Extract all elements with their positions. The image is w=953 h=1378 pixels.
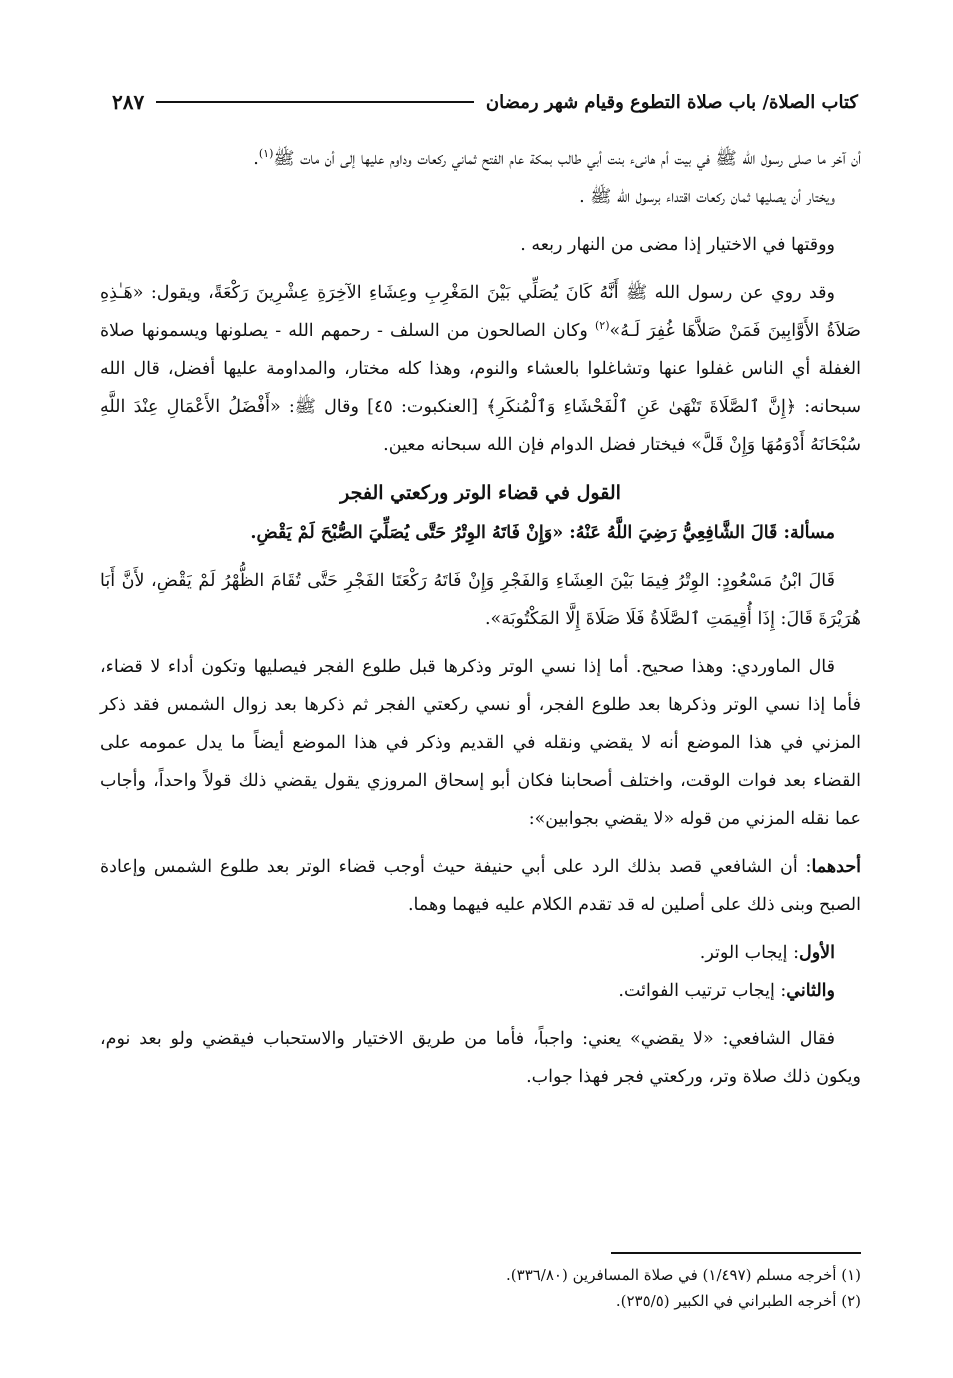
footnote: (١) أخرجه مسلم (١/٤٩٧) في صلاة المسافرين (٣٣٦/٨٠). — [506, 1266, 861, 1284]
paragraph-end: . — [253, 149, 259, 169]
section-heading: القول في قضاء الوتر وركعتي الفجر — [340, 482, 621, 504]
item-label: الأول — [798, 943, 835, 963]
main-text — [100, 140, 861, 1106]
masala-text: : قَالَ الشَّافِعِيُّ رَضِيَ اللَّهُ عَنْهُ: «وَإِنْ فَاتَهُ الوِتْرُ حَتَّى يُصَلِّيَ الصُّبْحَ لَمْ يَقْضِ. — [250, 523, 790, 543]
paragraph: قال الماوردي: وهذا صحيح. أما إذا نسي الوتر وذكرها قبل طلوع الفجر فيصليها وتكون أداء لا قضاء، فأما إذا نسي الوتر وذكرها بعد طلوع الفجر، أو نسي ركعتي الفجر ثم ذكرها بعد زوال الشمس فقد ذكر المزني في هذا الموضع أنه لا يقضي ونقله في القديم وذكر في هذا الموضع أيضاً ما يدل عمومه على القضاء بعد فوات الوقت، واختلف أصحابنا فكان أبو إسحاق المروزي يقول يقضي ذلك قولاً واحداً، وأجاب عما نقله المزني من قوله «لا يقضي بجوابين»: — [100, 657, 861, 829]
list-item — [100, 934, 861, 972]
paragraph-text: وكان الصالحون من السلف - رحمهم الله - يصلونها ويسمونها صلاة الغفلة أي الناس غفلوا عنها وتشاغلوا بالعشاء والنوم، وهذا كله مختار، والمداومة عليها أفضل، قال الله سبحانه: ﴿إِنَّ ٱلصَّلَاةَ تَنْهَىٰ عَنِ ٱلْفَحْشَاءِ وَٱلْمُنكَرِ﴾ [العنكبوت: ٤٥] وقال ﷺ: «أَفْضَلُ الأَعْمَالِ عِنْدَ اللَّهِ سُبْحَانَهُ أَدْوَمُهَا وَإِنْ قَلَّ» فيختار فضل الدوام فإن الله سبحانه معين. — [100, 321, 861, 455]
paragraph-text: أن آخر ما صلى رسول الله ﷺ في بيت أم هانىء بنت أبي طالب بمكة عام الفتح ثماني ركعات وداوم عليها إلى أن مات ﷺ — [273, 149, 861, 169]
paragraph: قَالَ ابْنُ مَسْعُودٍ: الوِتْرُ فِيمَا بَيْنَ العِشَاءِ وَالفَجْرِ وَإِنْ فَاتَهُ رَكْعَتَا الفَجْرِ حَتَّى تُقَامَ الظُّهْرُ لَمْ يَقْضِ، لأَنَّ أَبَا هُرَيْرَةَ قَالَ: إِذَا أُقِيمَتِ ٱلصَّلَاةُ فَلَا صَلَاةَ إِلَّا المَكْتُوبَة». — [100, 571, 861, 629]
paragraph: فقال الشافعي: «لا يقضي» يعني: واجباً، فأما من طريق الاختيار والاستحباب فيقضي ولو بعد نوم، ويكون ذلك صلاة وتر، وركعتي فجر فهذا جواب. — [100, 1029, 861, 1087]
item-label: والثاني — [786, 981, 835, 1001]
item-label: أحدهما — [811, 857, 861, 877]
paragraph — [100, 274, 861, 464]
item-text: : أن الشافعي قصد بذلك الرد على أبي حنيفة حيث أوجب قضاء الوتر بعد طلوع الشمس وإعادة الصبح وبنى ذلك على أصلين له قد تقدم الكلام عليه فيهما وهما. — [100, 857, 861, 915]
masala-label: مسألة — [789, 523, 835, 543]
footnote-ref: (١) — [258, 147, 274, 161]
paragraph — [100, 848, 861, 924]
page-header — [112, 82, 858, 122]
header-rule — [156, 101, 474, 103]
footnotes — [100, 1262, 861, 1314]
masala-paragraph — [100, 514, 861, 552]
paragraph: ويختار أن يصليها ثمان ركعات اقتداء برسول الله ﷺ . — [579, 187, 835, 207]
footnote: (٢) أخرجه الطبراني في الكبير (٢٣٥/٥). — [615, 1292, 861, 1310]
paragraph — [100, 140, 861, 178]
running-title: كتاب الصلاة/ باب صلاة التطوع وقيام شهر رمضان — [485, 91, 858, 113]
list-item — [100, 972, 861, 1010]
item-text: : إيجاب الوتر. — [699, 943, 799, 963]
paragraph-text: وقد روي عن رسول الله ﷺ أَنَّهُ كَانَ يُصَلِّي بَيْنَ المَغْرِبِ وعِشَاءِ الآخِرَةِ عِشْرِينَ رَكْعَةً، ويقول: «هَـٰذِهِ صَلاَةُ الأَوَّابِينَ فَمَنْ صَلاَّهَا غُفِرَ لَـهُ» — [100, 283, 861, 341]
item-text: : إيجاب ترتيب الفوائت. — [618, 981, 787, 1001]
page-number: ٢٨٧ — [112, 90, 145, 114]
footnote-rule — [611, 1252, 861, 1254]
paragraph: ووقتها في الاختيار إذا مضى من النهار ربعه . — [520, 235, 835, 255]
footnote-ref: (٢) — [594, 319, 610, 333]
